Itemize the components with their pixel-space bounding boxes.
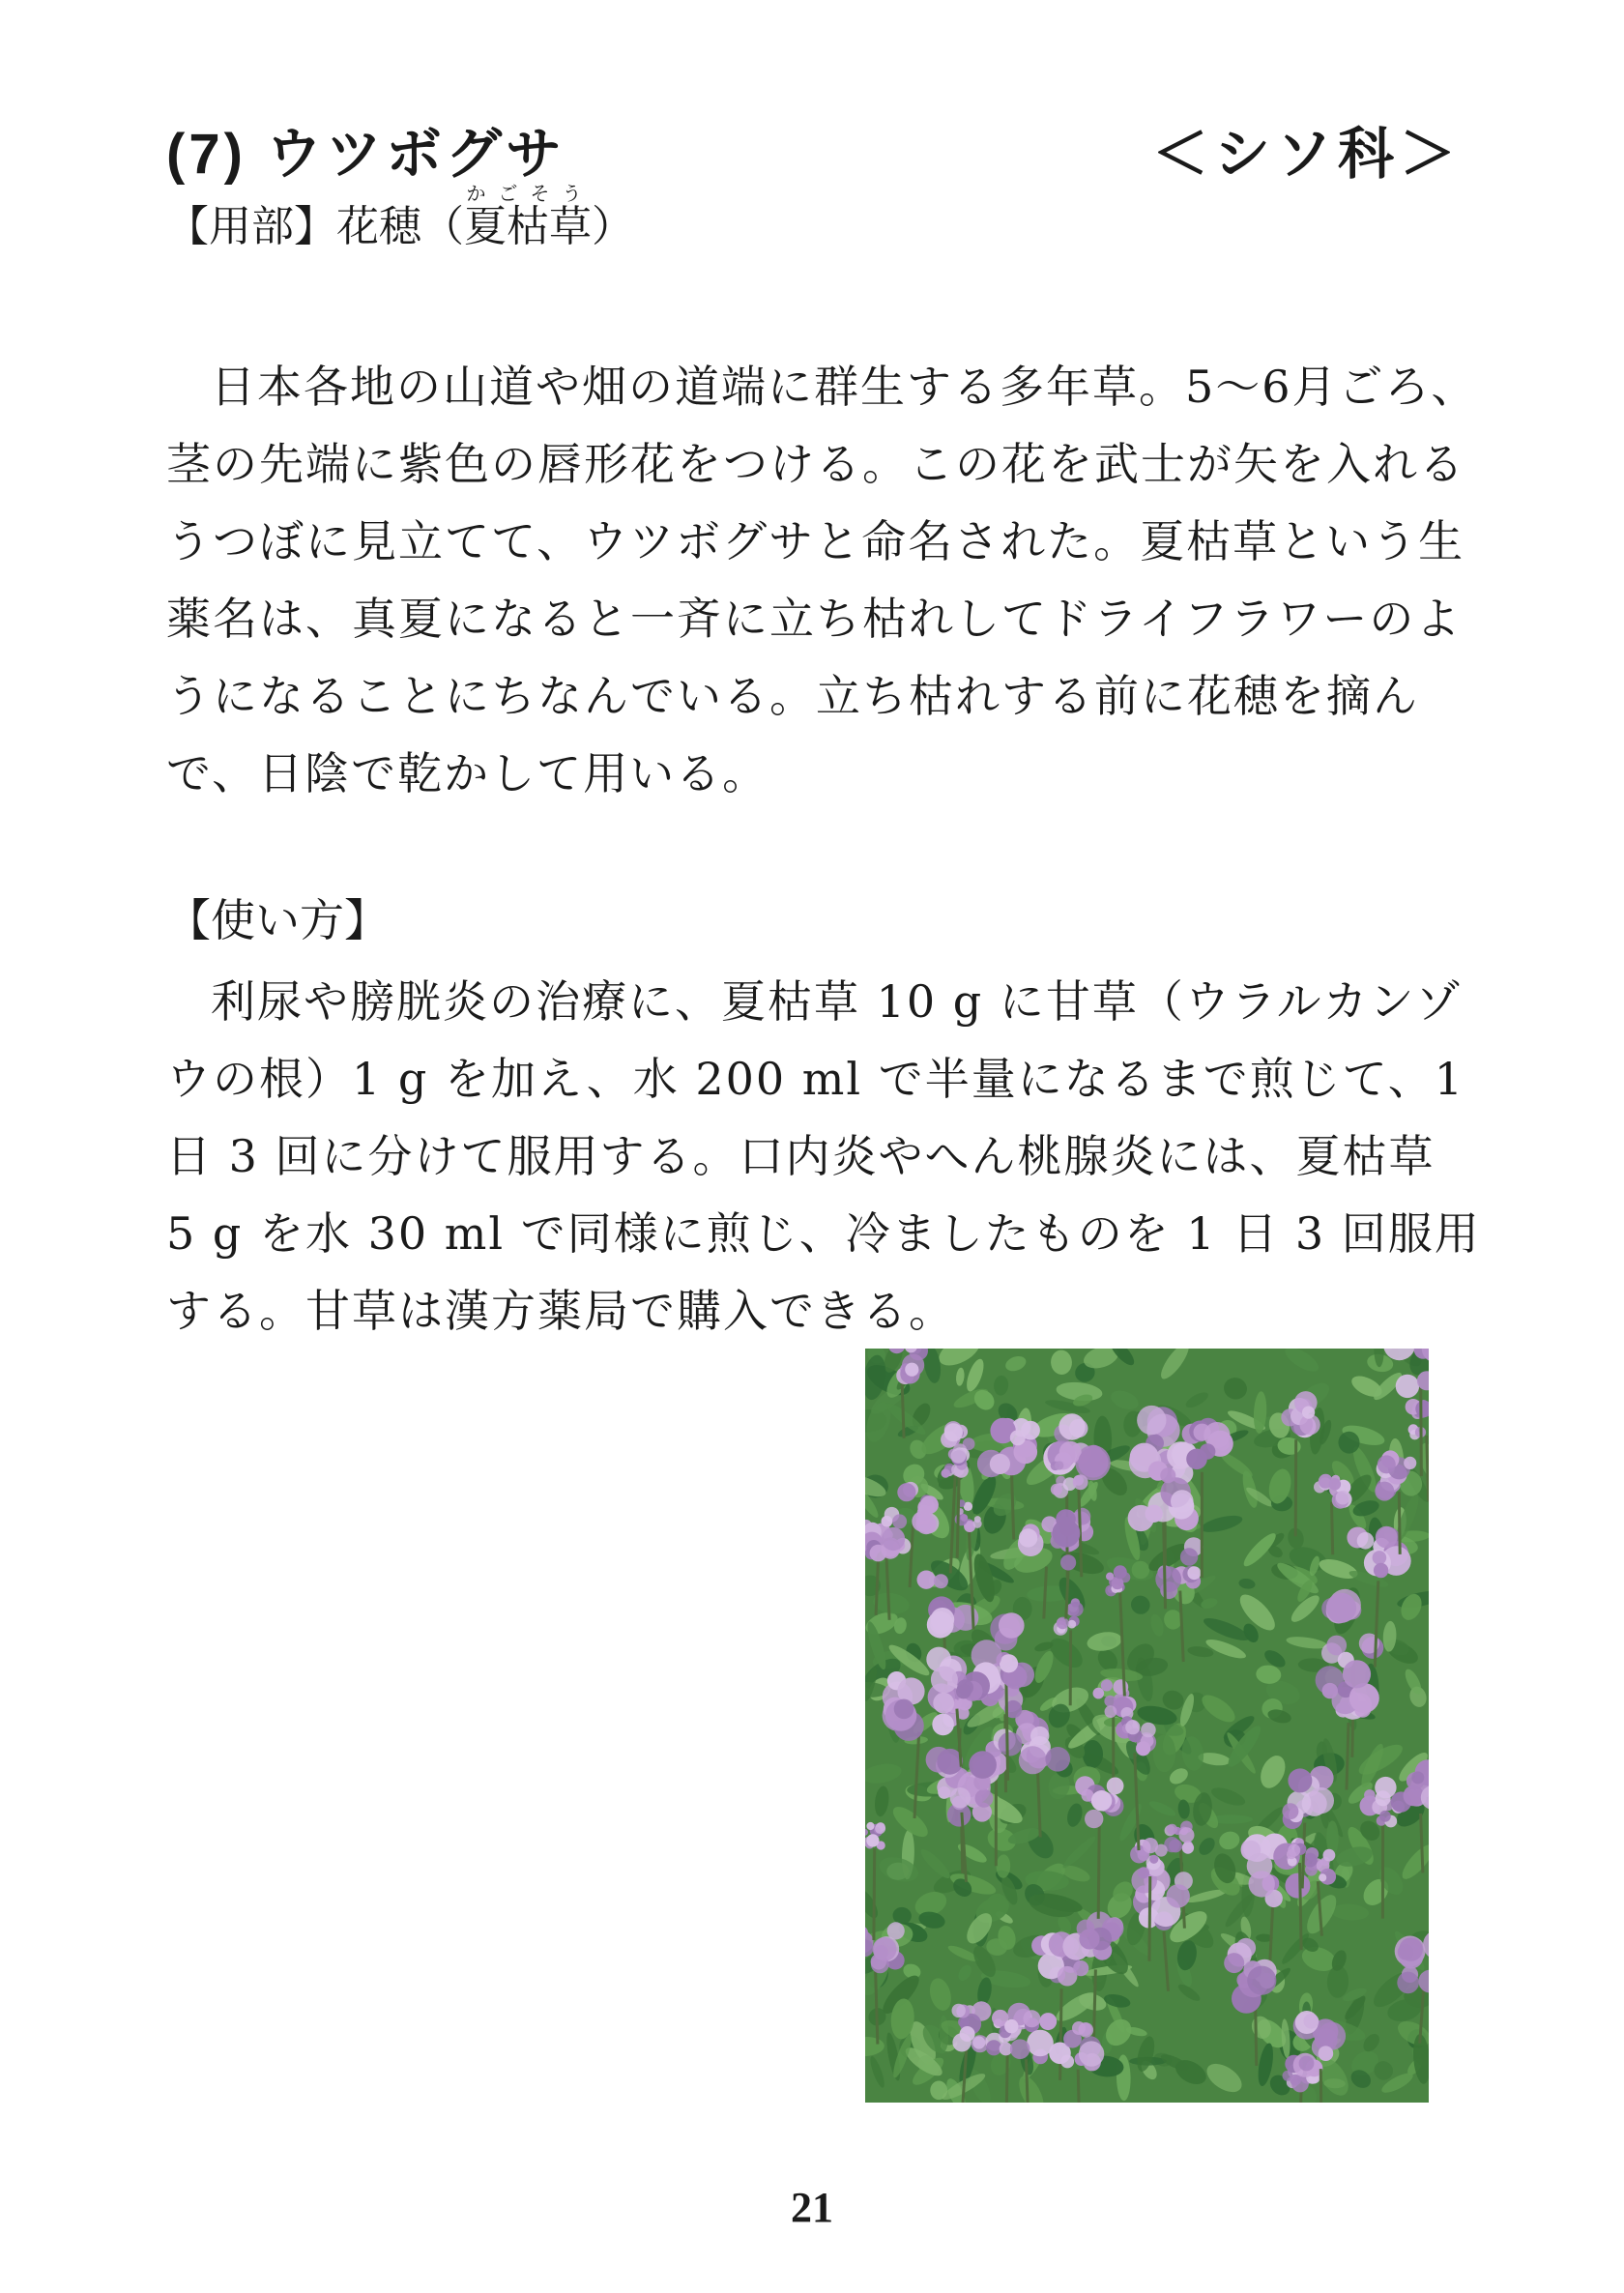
flower-petal [1247,1966,1276,1995]
flower-petal [1055,1461,1063,1469]
flower-petal [1171,1490,1194,1513]
plant-family: ＜シソ科＞ [1151,123,1462,186]
flower-petal [931,1667,958,1694]
flower-petal [1167,1824,1177,1835]
flower-stem [1427,1436,1429,1501]
flower-petal [1376,1526,1398,1549]
flower-petal [1282,1803,1298,1819]
flower-petal [1052,1520,1080,1548]
flower-stem [874,1848,875,1940]
flower-petal [1374,1563,1388,1578]
page-number: 21 [791,2184,833,2231]
flower-petal [1010,2039,1030,2059]
flower-petal [1019,1528,1037,1547]
flower-petal [961,1514,969,1522]
flower-petal [1141,1723,1156,1738]
flower-petal [1058,1413,1085,1439]
page-title: (7) ウツボグサ [166,123,566,186]
flower-petal [1167,1884,1190,1907]
flower-petal [897,1483,915,1501]
flower-petal [1023,2010,1040,2027]
flower-petal [1079,2041,1104,2066]
used-part-close: ） [592,203,634,250]
flower-petal [882,1516,893,1527]
flower-stem [1149,1876,1150,1961]
flower-petal [1106,1573,1114,1581]
flower-petal [950,1787,971,1808]
flower-petal [1004,2019,1018,2033]
flower-petal [1187,1566,1201,1580]
flower-petal [1304,2014,1320,2029]
flower-petal [1319,1873,1326,1881]
herb-reading: かごそう [464,184,592,205]
usage-heading: 【使い方】 [166,894,389,946]
flower-petal [1114,1565,1127,1579]
flower-petal [882,1527,905,1551]
flower-stem [1256,2002,1257,2066]
flower-stem [1347,1723,1348,1789]
flower-petal [1376,1790,1391,1806]
flower-petal [1138,1867,1149,1878]
flower-petal [1073,1475,1084,1486]
flower-stem [1332,1502,1333,1554]
flower-petal [1051,1484,1062,1495]
flower-petal [1379,1811,1391,1822]
flower-petal [1105,1705,1117,1718]
flower-petal [932,1714,954,1736]
flower-petal [1398,1944,1414,1960]
leaf [1153,1734,1176,1772]
flower-petal [1411,1771,1424,1784]
flower-petal [972,2036,985,2048]
description-paragraph: 日本各地の山道や畑の道端に群生する多年草。5～6月ごろ、茎の先端に紫色の唇形花をつける。この花を武士が矢を入れるうつぼに見立てて、ウツボグサと命名された。夏枯草という生薬名は、真夏になると一斉に立ち枯れしてドライフラワーのようになることにちなんでいる。立ち枯れする前に花穂を摘んで、日陰で乾かして用いる。 [166,361,1478,799]
flower-petal [1149,1855,1158,1864]
flower-stem [1295,1439,1296,1536]
flower-petal [1072,2021,1086,2035]
flower-petal [1085,1810,1103,1828]
usage-paragraph: 利尿や膀胱炎の治療に、夏枯草 10 g に甘草（ウラルカンゾウの根）1 g を加え、水 200 ml で半量になるまで煎じて、1日 3 回に分けて服用する。口内炎やへん桃腺炎には、夏枯草 5 g を水 30 ml で同様に煎じ、冷ましたものを 1 日 3 回服用する。甘草は漢方薬局で購入できる。 [166,975,1481,1337]
flower-petal [1160,1467,1175,1483]
flower-petal [1336,1491,1350,1505]
flower-petal [1104,1696,1116,1707]
flower-petal [1000,1654,1018,1672]
flower-petal [944,1423,963,1441]
flower-petal [1137,1406,1166,1435]
flower-petal [917,1571,936,1589]
flower-stem [1098,1823,1099,1919]
flower-petal [1112,1578,1124,1590]
flower-petal [934,1574,948,1588]
flower-petal [1101,1679,1113,1691]
flower-stem [1006,2051,1007,2103]
flower-petal [866,1834,879,1846]
flower-petal [1241,1841,1262,1861]
flower-petal [999,1612,1025,1639]
flower-petal [894,1699,914,1720]
flower-petal [1068,1602,1083,1616]
flower-petal [952,2004,966,2017]
flower-petal [905,1363,918,1377]
title-row [166,108,1462,195]
flower-petal [951,1448,967,1464]
flower-petal [1224,1953,1244,1973]
flower-petal [1125,1720,1140,1734]
flower-petal [887,1922,905,1939]
flower-petal [1375,1482,1394,1501]
flower-petal [1288,1844,1300,1857]
flower-petal [917,1505,933,1521]
flower-petal [1146,1505,1163,1523]
flower-petal [1180,1548,1198,1565]
flower-petal [1288,1768,1312,1792]
flower-petal [1378,1455,1396,1473]
flower-petal [1323,1849,1336,1862]
flower-petal [1067,1620,1076,1629]
flower-stem [1399,1492,1400,1554]
flower-petal [1078,1447,1108,1477]
flower-stem [1006,1680,1008,1781]
flower-petal [1308,1787,1334,1814]
flower-petal [1194,1424,1211,1441]
flower-petal [960,2026,975,2042]
flower-petal [1285,1873,1310,1899]
used-part [166,184,634,253]
flower-stem [1300,1863,1302,1950]
flower-petal [1039,2013,1057,2030]
flower-petal [1093,1688,1105,1699]
flower-petal [1073,1960,1088,1976]
flower-petal [1179,1827,1195,1843]
flower-petal [1136,1741,1150,1756]
flower-petal [1373,1551,1387,1565]
plant-photo [865,1349,1429,2103]
flower-petal [990,1454,1010,1474]
flower-petal [1249,1871,1275,1897]
flower-petal [1200,1443,1216,1460]
flower-petal [933,1693,954,1714]
flower-petal [1322,1683,1338,1698]
flower-petal [1155,1566,1181,1592]
used-part-label: 【用部】花穂（ [166,203,464,250]
flower-petal [1364,1789,1376,1801]
flower-petal [1060,1554,1076,1570]
flower-petal [1074,1508,1091,1525]
herb-name [464,184,592,250]
flower-petal [1091,1790,1112,1811]
flower-petal [1143,1838,1158,1853]
flower-petal [870,1545,887,1562]
flower-petal [1397,1972,1419,1994]
flower-petal [892,1514,907,1528]
flower-petal [1326,1593,1356,1623]
flower-petal [927,1611,954,1639]
flower-petal [1077,1920,1095,1938]
flower-petal [874,1945,888,1959]
flower-petal [969,1751,997,1779]
flower-petal [1396,1375,1419,1398]
flower-stem [1421,1386,1422,1476]
leaf [1083,1740,1103,1768]
flower-petal [1343,1660,1371,1688]
herb-name-text: 夏枯草 [464,203,592,250]
flower-petal [1303,1853,1318,1868]
flower-petal [1107,1778,1124,1795]
flower-petal [1113,1679,1128,1695]
flower-petal [1030,1727,1049,1745]
flower-petal [1299,2056,1315,2072]
flower-petal [866,1822,874,1830]
flower-stem [1060,1988,1062,2080]
flower-petal [1021,1421,1040,1440]
flower-petal [875,1823,885,1834]
flower-petal [973,1520,982,1528]
flower-petal [942,1468,950,1477]
flower-petal [1045,1747,1070,1772]
flower-petal [1357,1532,1375,1550]
flower-petal [1182,1842,1194,1853]
flower-petal [957,1679,973,1696]
flower-petal [1319,2046,1334,2061]
flower-petal [1404,1457,1416,1469]
flower-petal [1302,1407,1315,1419]
plant-photo-image [865,1349,1429,2103]
flower-petal [975,1789,994,1808]
flower-petal [1319,1474,1333,1489]
flower-petal [1318,2022,1346,2050]
flower-petal [999,1732,1023,1756]
flower-stem [1320,2069,1321,2103]
flower-stem [902,1379,904,1438]
flower-stem [1164,1519,1166,1609]
flower-petal [1019,1746,1047,1774]
